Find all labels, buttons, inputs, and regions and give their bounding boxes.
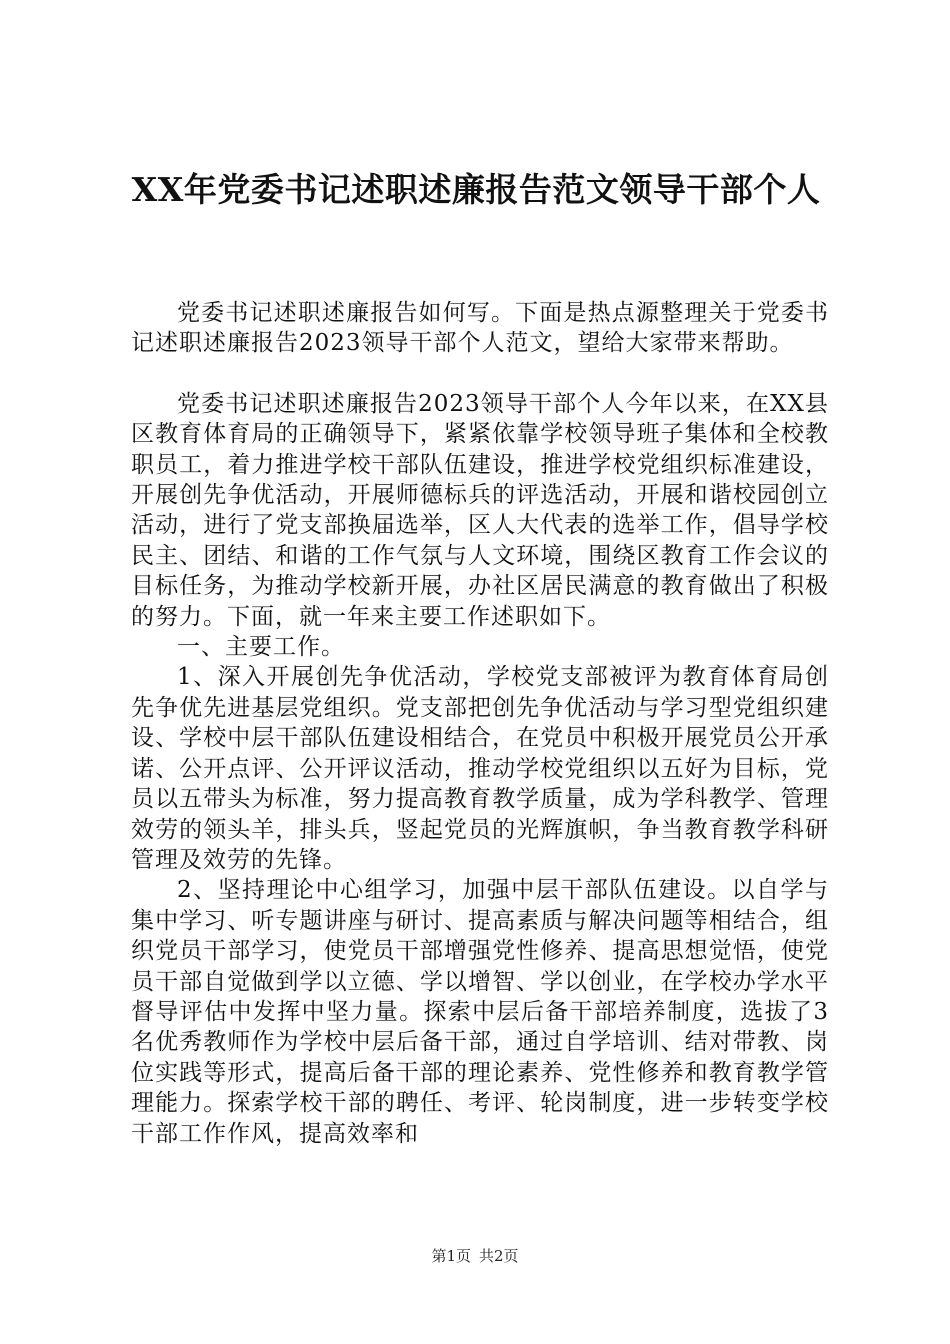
document-title: XX年党委书记述职述廉报告范文领导干部个人 [131,170,821,209]
document-body [131,298,829,1149]
page-total: 共2页 [479,1247,519,1265]
work-item-2-paragraph: 2、坚持理论中心组学习，加强中层干部队伍建设。以自学与集中学习、听专题讲座与研讨、提高素质与解决问题等相结合，组织党员干部学习，使党员干部增强党性修养、提高思想觉悟，使党员干部自觉做到学以立德、学以增智、学以创业，在学校办学水平督导评估中发挥中坚力量。探索中层后备干部培养制度，选拔了3名优秀教师作为学校中层后备干部，通过自学培训、结对带教、岗位实践等形式，提高后备干部的理论素养、党性修养和教育教学管理能力。探索学校干部的聘任、考评、轮岗制度，进一步转变学校干部工作作风，提高效率和 [131,877,829,1147]
page-footer [0,1245,950,1266]
page-number: 第1页 [431,1247,471,1265]
work-item-1-paragraph: 1、深入开展创先争优活动，学校党支部被评为教育体育局创先争优先进基层党组织。党支部把创先争优活动与学习型党组织建设、学校中层干部队伍建设相结合，在党员中积极开展党员公开承诺、公开点评、公开评议活动，推动学校党组织以五好为目标，党员以五带头为标准，努力提高教育教学质量，成为学科教学、管理效劳的领头羊，排头兵，竖起党员的光辉旗帜，争当教育教学科研管理及效劳的先锋。 [131,664,829,873]
section-heading: 一、主要工作。 [177,634,345,661]
intro-paragraph: 党委书记述职述廉报告如何写。下面是热点源整理关于党委书记述职述廉报告2023领导干部个人范文，望给大家带来帮助。 [131,300,829,357]
overview-paragraph: 党委书记述职述廉报告2023领导干部个人今年以来，在XX县区教育体育局的正确领导下，紧紧依靠学校领导班子集体和全校教职员工，着力推进学校干部队伍建设，推进学校党组织标准建设，开展创先争优活动，开展师德标兵的评选活动，开展和谐校园创立活动，进行了党支部换届选举，区人大代表的选举工作，倡导学校民主、团结、和谐的工作气氛与人文环境，围绕区教育工作会议的目标任务，为推动学校新开展，办社区居民满意的教育做出了积极的努力。下面，就一年来主要工作述职如下。 [131,390,829,630]
